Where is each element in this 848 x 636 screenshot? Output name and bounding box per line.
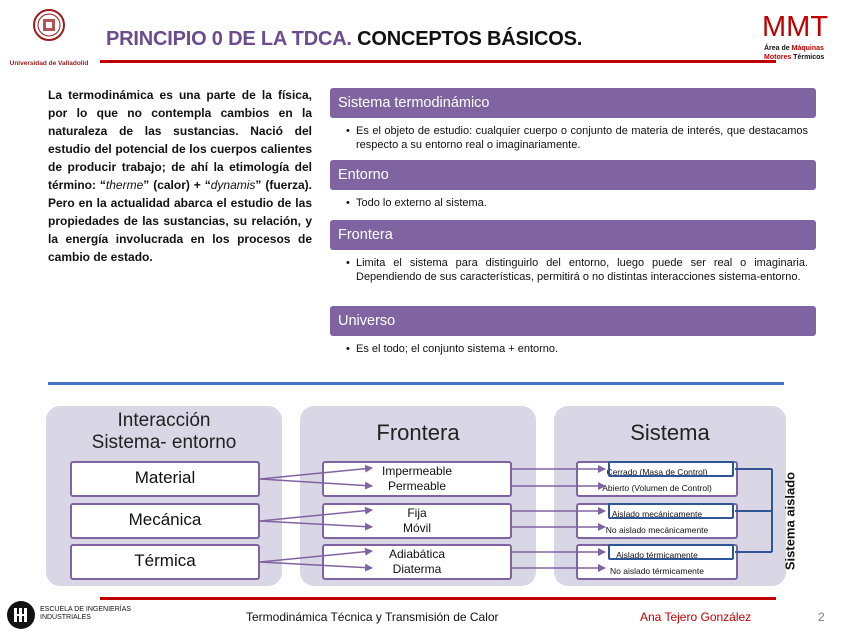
mmt-line2-a: Motores	[764, 54, 792, 61]
system-cerrado: Cerrado (Masa de Control)	[606, 467, 708, 477]
interaction-material: Material	[70, 461, 260, 497]
bullet: •	[346, 197, 350, 209]
mmt-line1-a: Área de	[764, 45, 792, 52]
page-number: 2	[818, 610, 825, 624]
definition-title-sistema: Sistema termodinámico	[330, 88, 816, 118]
boundary-impermeable: Impermeable	[381, 464, 453, 478]
course-name: Termodinámica Técnica y Transmisión de Calor	[246, 610, 499, 624]
definition-title-frontera: Frontera	[330, 220, 816, 250]
intro-em-therme: therme	[105, 178, 144, 192]
isolated-system-label	[770, 456, 810, 586]
boundary-fija: Fija	[407, 506, 427, 520]
definition-title-universo: Universo	[330, 306, 816, 336]
definition-text-sistema: Es el objeto de estudio: cualquier cuerpo o conjunto de materia de interés, que destacamos respecto a su entorno real o imaginariamente.	[356, 125, 808, 151]
mmt-line2-b: Térmicos	[791, 54, 825, 61]
system-aislado-termicamente: Aislado térmicamente	[616, 550, 698, 560]
university-name: Universidad de Valladolid	[9, 60, 89, 67]
boundary-permeable: Permeable	[387, 479, 447, 493]
intro-text-2: ” (calor) + “	[143, 178, 211, 192]
boundary-adiabatica: Adiabática	[388, 547, 446, 561]
title-part1: PRINCIPIO 0 DE LA TDCA.	[106, 28, 352, 50]
panel-interaction-title-l1: Interacción	[117, 410, 211, 431]
school-logo	[6, 600, 146, 630]
bullet: •	[346, 257, 350, 269]
boundary-movil: Móvil	[402, 521, 431, 535]
school-name	[40, 606, 131, 622]
mmt-line1-b: Máquinas	[791, 45, 824, 52]
footer-divider	[100, 597, 776, 600]
author-name: Ana Tejero González	[640, 610, 752, 624]
title-part2: CONCEPTOS BÁSICOS.	[357, 28, 583, 50]
system-abierto: Abierto (Volumen de Control)	[602, 483, 712, 493]
bullet: •	[346, 343, 350, 355]
definition-text-frontera: Limita el sistema para distinguirlo del entorno, luego puede ser real o imaginaria. Dependiendo de sus características, permitirá o no distintas interacciones sistema-entorno.	[356, 257, 808, 283]
interaction-mecanica: Mecánica	[70, 503, 260, 539]
system-no-aislado-termicamente: No aislado térmicamente	[609, 566, 704, 576]
boundary-diaterma: Diaterma	[392, 562, 442, 576]
mmt-logo-text: MMT	[762, 11, 829, 43]
definition-text-universo: Es el todo; el conjunto sistema + entorno.	[356, 343, 559, 355]
school-name-l1: ESCUELA DE INGENIERÍAS	[40, 606, 132, 613]
school-name-l2: INDUSTRIALES	[40, 614, 91, 621]
system-aislado-mecanicamente: Aislado mecánicamente	[611, 509, 703, 519]
interaction-termica: Térmica	[70, 544, 260, 580]
panel-boundary-title: Frontera	[376, 420, 460, 445]
panel-system-title: Sistema	[630, 420, 710, 445]
definition-text-entorno: Todo lo externo al sistema.	[356, 197, 487, 209]
bullet: •	[346, 125, 350, 137]
intro-text-1: La termodinámica es una parte de la física, por lo que no contempla cambios en la naturaleza de las sustancias. Nació del estudio del potencial de los cuerpos calientes de producir trabajo; de ahí la etimología del término: “	[48, 88, 312, 192]
school-logo-icon	[6, 600, 36, 630]
isolated-system-label-text: Sistema aislado	[782, 471, 798, 571]
panel-interaction-title-l2: Sistema- entorno	[91, 432, 237, 453]
intro-em-dynamis: dynamis	[210, 178, 256, 192]
system-no-aislado-mecanicamente: No aislado mecánicamente	[605, 525, 709, 535]
definition-title-entorno: Entorno	[330, 160, 816, 190]
intro-text-3: ” (fuerza). Pero en la actualidad abarca el estudio de las propiedades de las sustancias, su relación, y la energía involucrada en los procesos de cambio de estado.	[48, 178, 312, 264]
